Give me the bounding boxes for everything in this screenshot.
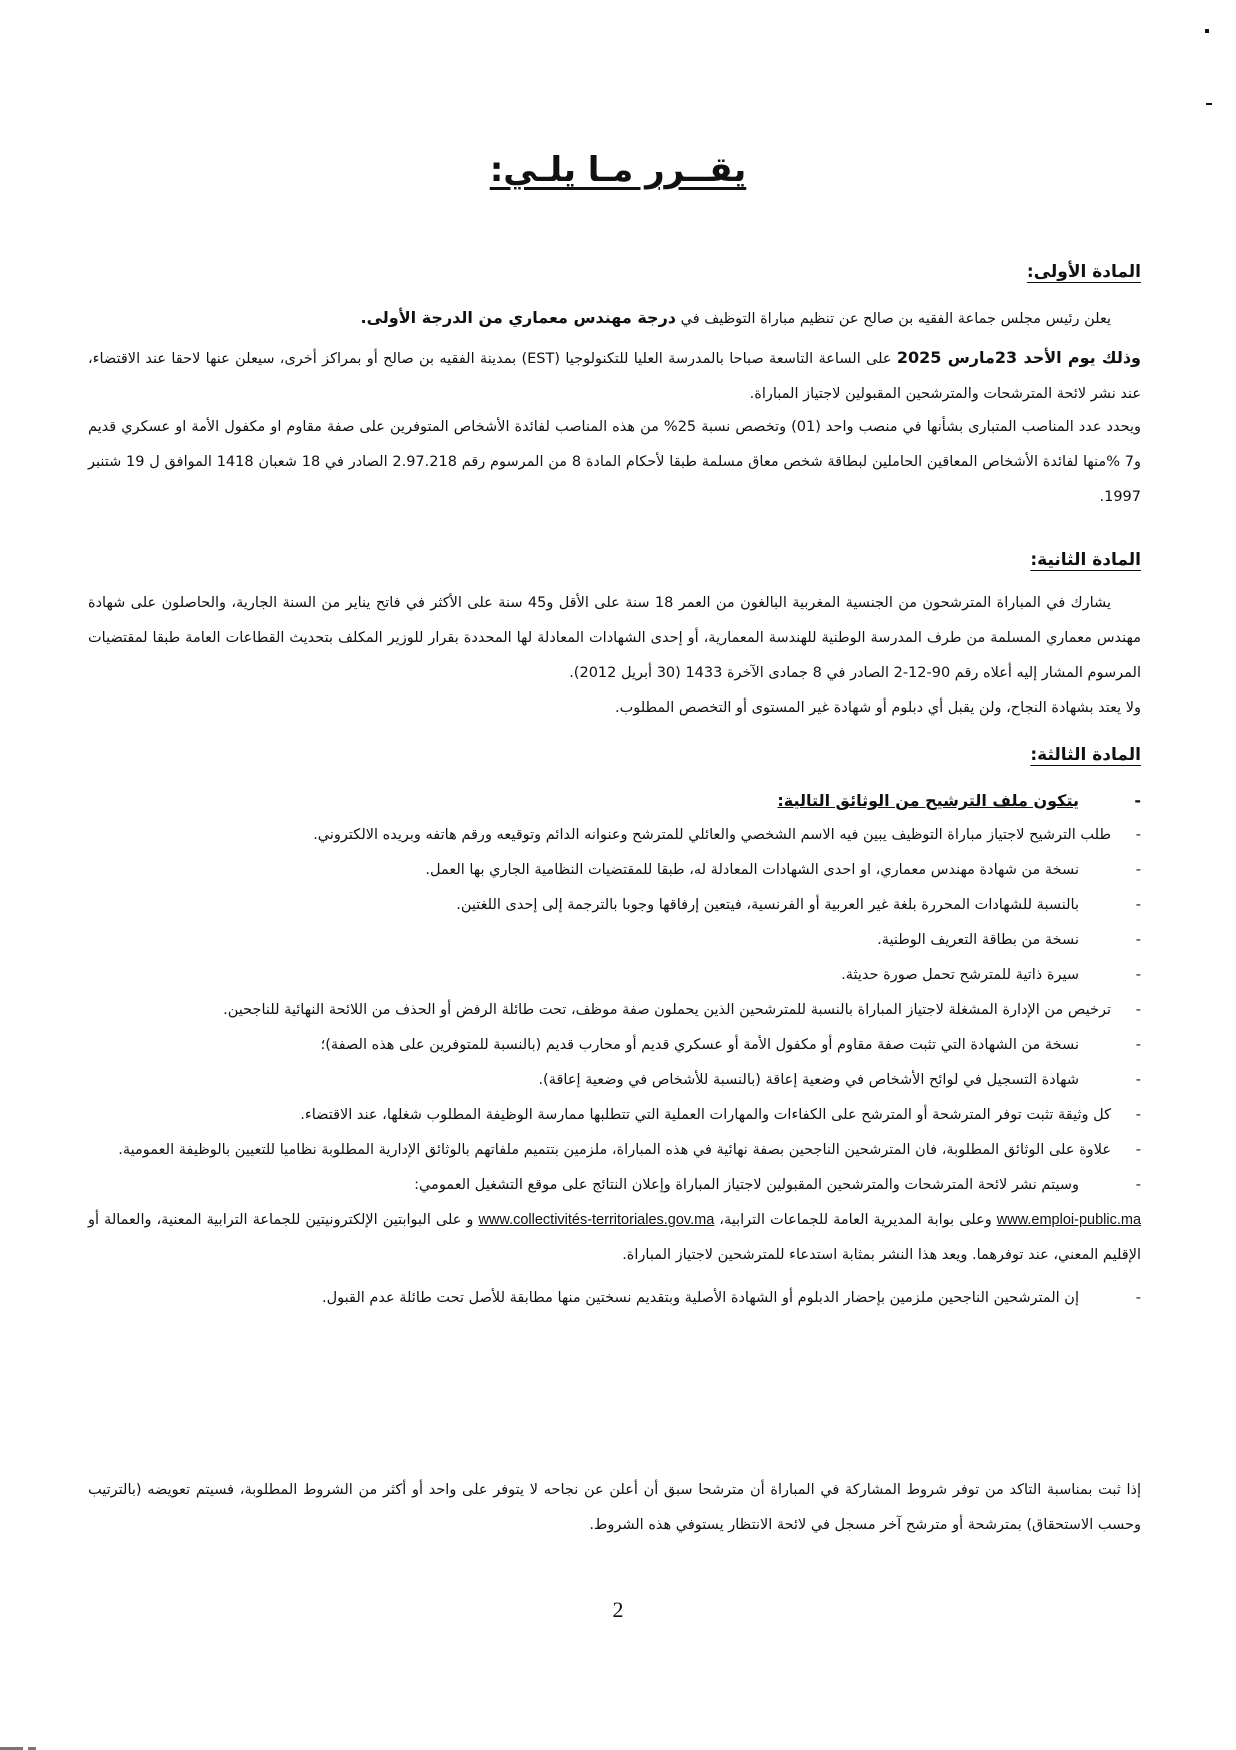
list-item bbox=[88, 1028, 1141, 1063]
list-item-text: ترخيص من الإدارة المشغلة لاجتياز المباراة بالنسبة للمترشحين الذين يحملون صفة موظف، تحت طائلة الرفض أو الحذف من اللائحة النهائية للناجحين. bbox=[223, 1002, 1111, 1018]
list-item bbox=[88, 1098, 1141, 1133]
list-item-text: نسخة من الشهادة التي تثبت صفة مقاوم أو مكفول الأمة أو عسكري قديم أو محارب قديم (بالنسبة للمتوفرين على هذه الصفة)؛ bbox=[320, 1037, 1079, 1053]
publication-tail: و على البوابتين الإلكترونيتين للجماعة الترابية المعنية، والعمالة أو الإقليم المعني، عند توفرهما. ويعد هذا النشر بمثابة استدعاء للمترشحين لاجتياز المباراة. bbox=[88, 1212, 1141, 1263]
bullet-dash: - bbox=[1135, 862, 1141, 878]
list-item bbox=[88, 818, 1141, 853]
list-item-text: نسخة من شهادة مهندس معماري، او احدى الشهادات المعادلة له، طبقا للمقتضيات النظامية الجاري بها العمل. bbox=[425, 862, 1079, 878]
bullet-dash: - bbox=[1135, 1072, 1141, 1088]
article-1-p3-text: ويحدد عدد المناصب المتبارى بشأنها في منصب واحد (01) وتخصص نسبة 25% من هذه المناصب لفائدة الأشخاص المتوفرين على صفة مقاوم او مكفول الأمة او عسكري قديم و7 %منها لفائدة الأشخاص المعاقين الحاملين لبطاقة شخص معاق مسلمة طبقا لأحكام المادة 8 من المرسوم رقم 2.97.218 الصادر في 18 شعبان 1418 الموافق ل 19 شتنبر 1997. bbox=[88, 419, 1141, 505]
list-item-text: شهادة التسجيل في لوائح الأشخاص في وضعية إعاقة (بالنسبة للأشخاص في وضعية إعاقة). bbox=[538, 1072, 1079, 1088]
list-item-text: بالنسبة للشهادات المحررة بلغة غير العربية أو الفرنسية، فيتعين إرفاقها وجوبا بالترجمة إلى إحدى اللغتين. bbox=[456, 897, 1079, 913]
closing-paragraph: إذا ثبت بمناسبة التاكد من توفر شروط المشاركة في المباراة أن مترشحا سبق أن أعلن عن نجاحه لا يتوفر على واحد أو أكثر من الشروط المطلوبة، فسيتم تعويضه (بالترتيب وحسب الاستحقاق) بمترشحة أو مترشح آخر مسجل في لائحة الانتظار يستوفي هذه الشروط. bbox=[88, 1482, 1141, 1533]
collectivites-link[interactable]: www.collectivités-territoriales.gov.ma bbox=[478, 1212, 715, 1228]
bullet-dash: - bbox=[1135, 897, 1141, 913]
documents-list bbox=[88, 783, 1141, 1316]
bullet-dash: - bbox=[1135, 1142, 1141, 1158]
scan-mark-right bbox=[1206, 103, 1212, 105]
page-number: 2 bbox=[612, 1597, 624, 1622]
bullet-dash: - bbox=[1135, 1107, 1141, 1123]
list-title-item bbox=[88, 783, 1141, 818]
publication-mid: وعلى بوابة المديرية العامة للجماعات الترابية، bbox=[714, 1212, 997, 1228]
list-title: يتكون ملف الترشيح من الوثائق التالية: bbox=[777, 791, 1079, 810]
bullet-dash: - bbox=[1135, 1002, 1141, 1018]
publication-links-line bbox=[88, 1203, 1141, 1273]
list-item bbox=[88, 1133, 1141, 1168]
article-2-paragraph-1: يشارك في المباراة المترشحون من الجنسية المغربية البالغون من العمر 18 سنة على الأقل و45 سنة على الأكثر في فاتح يناير من السنة الجارية، والحاصلون على شهادة مهندس معماري المسلمة من طرف المدرسة الوطنية للهندسة المعمارية، أو إحدى الشهادات المعادلة لها المحددة بقرار للوزير المكلف بتحديث القطاعات العامة طبقا لمقتضيات المرسوم المشار إليه أعلاه رقم 90-12-2 الصادر في 8 جمادى الآخرة 1433 (30 أبريل 2012). bbox=[88, 595, 1141, 681]
article-1-heading: المادة الأولى: bbox=[1026, 262, 1141, 282]
article-1-p1-text: يعلن رئيس مجلس جماعة الفقيه بن صالح عن تنظيم مباراة التوظيف في bbox=[676, 311, 1111, 327]
list-item bbox=[88, 888, 1141, 923]
bullet-dash: - bbox=[1135, 967, 1141, 983]
list-item-text: سيرة ذاتية للمترشح تحمل صورة حديثة. bbox=[841, 967, 1079, 983]
list-item bbox=[88, 958, 1141, 993]
decision-title-text: يقــرر مـا يلـي: bbox=[489, 150, 747, 190]
article-1-p1-bold: درجة مهندس معماري من الدرجة الأولى. bbox=[360, 308, 676, 327]
bullet-dash: - bbox=[1135, 1177, 1141, 1193]
decision-title bbox=[0, 150, 1236, 190]
article-1-paragraph-2 bbox=[88, 340, 1141, 412]
bullet-dash: - bbox=[1135, 827, 1141, 843]
list-item-text: طلب الترشيح لاجتياز مباراة التوظيف يبين فيه الاسم الشخصي والعائلي للمترشح وعنوانه الدائم وتوقيعه ورقم هاتفه وبريده الالكتروني. bbox=[313, 827, 1111, 843]
article-3-heading: المادة الثالثة: bbox=[1030, 745, 1141, 765]
list-item bbox=[88, 1281, 1141, 1316]
article-1-p2-bold: وذلك يوم الأحد 23مارس 2025 bbox=[896, 348, 1141, 367]
article-1-paragraph-3 bbox=[88, 410, 1141, 515]
article-1-paragraph-1 bbox=[88, 300, 1141, 337]
bullet-dash: - bbox=[1135, 1037, 1141, 1053]
article-2-paragraph-2: ولا يعتد بشهادة النجاح، ولن يقبل أي دبلوم أو شهادة غير المستوى أو التخصص المطلوب. bbox=[614, 700, 1141, 716]
publication-item bbox=[88, 1168, 1141, 1203]
article-2-heading: المادة الثانية: bbox=[1030, 550, 1141, 570]
scan-mark-top bbox=[1205, 29, 1209, 33]
list-item-text: إن المترشحين الناجحين ملزمين بإحضار الدبلوم أو الشهادة الأصلية وبتقديم نسختين منها مطابقة للأصل تحت طائلة عدم القبول. bbox=[321, 1290, 1079, 1306]
list-item bbox=[88, 853, 1141, 888]
list-item-text: نسخة من بطاقة التعريف الوطنية. bbox=[877, 932, 1079, 948]
list-item-text: علاوة على الوثائق المطلوبة، فان المترشحين الناجحين بصفة نهائية في هذه المباراة، ملزمين بتتميم ملفاتهم بالوثائق الإدارية المطلوبة نظاميا للتعيين بالوظيفة العمومية. bbox=[118, 1142, 1111, 1158]
article-1-p2-text: على الساعة التاسعة صباحا بالمدرسة العليا للتكنولوجيا (EST) بمدينة الفقيه بن صالح أو بمراكز أخرى، سيعلن عنها لاحقا عند الاقتضاء، عند نشر لائحة المترشحات والمترشحين المقبولين لاجتياز المباراة. bbox=[88, 351, 1141, 402]
publication-intro: وسيتم نشر لائحة المترشحات والمترشحين المقبولين لاجتياز المباراة وإعلان النتائج على موقع التشغيل العمومي: bbox=[414, 1177, 1079, 1193]
list-item bbox=[88, 993, 1141, 1028]
list-item bbox=[88, 1063, 1141, 1098]
bullet-dash: - bbox=[1135, 1290, 1141, 1306]
emploi-public-link[interactable]: www.emploi-public.ma bbox=[996, 1212, 1142, 1228]
list-item bbox=[88, 923, 1141, 958]
bullet-dash: - bbox=[1134, 791, 1141, 810]
bullet-dash: - bbox=[1135, 932, 1141, 948]
list-item-text: كل وثيقة تثبت توفر المترشحة أو المترشح على الكفاءات والمهارات العملية التي تتطلبها ممارسة الوظيفة المطلوب شغلها، عند الاقتضاء. bbox=[300, 1107, 1111, 1123]
